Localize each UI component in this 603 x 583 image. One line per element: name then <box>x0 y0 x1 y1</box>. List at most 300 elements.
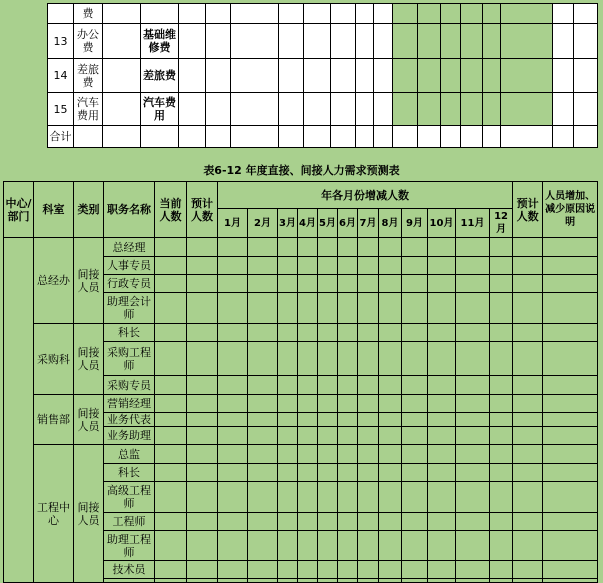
empty-cell[interactable] <box>318 482 338 513</box>
empty-cell[interactable] <box>248 413 278 427</box>
empty-cell[interactable] <box>103 126 141 148</box>
empty-cell[interactable] <box>248 257 278 275</box>
empty-cell[interactable] <box>278 376 298 395</box>
empty-cell[interactable] <box>338 482 358 513</box>
empty-cell[interactable] <box>248 376 278 395</box>
position-cell[interactable]: 助理会计师 <box>104 293 155 324</box>
section-cell[interactable]: 工程中心 <box>34 445 74 583</box>
empty-cell[interactable] <box>318 445 338 464</box>
empty-cell[interactable] <box>513 513 543 531</box>
empty-cell[interactable] <box>206 126 231 148</box>
empty-cell[interactable] <box>318 513 338 531</box>
empty-cell[interactable] <box>279 4 304 24</box>
empty-cell[interactable] <box>248 464 278 482</box>
empty-cell[interactable] <box>278 275 298 293</box>
empty-cell[interactable] <box>418 4 441 24</box>
empty-cell[interactable] <box>298 531 318 561</box>
empty-cell[interactable] <box>304 24 331 59</box>
empty-cell[interactable] <box>441 4 461 24</box>
empty-cell[interactable] <box>278 561 298 579</box>
section-cell[interactable]: 采购科 <box>34 324 74 395</box>
empty-cell[interactable] <box>358 513 379 531</box>
empty-cell[interactable] <box>318 293 338 324</box>
empty-cell[interactable] <box>543 464 598 482</box>
empty-cell[interactable] <box>428 324 456 342</box>
empty-cell[interactable] <box>187 275 218 293</box>
category-cell[interactable]: 间接人员 <box>74 324 104 395</box>
month-header[interactable]: 6月 <box>338 209 358 238</box>
empty-cell[interactable] <box>358 464 379 482</box>
empty-cell[interactable] <box>490 413 513 427</box>
position-cell[interactable]: 采购工程师 <box>104 342 155 376</box>
empty-cell[interactable] <box>298 238 318 257</box>
empty-cell[interactable] <box>278 427 298 445</box>
empty-cell[interactable] <box>428 531 456 561</box>
empty-cell[interactable] <box>483 126 501 148</box>
position-cell[interactable]: 科长 <box>104 324 155 342</box>
empty-cell[interactable] <box>179 59 206 93</box>
empty-cell[interactable] <box>155 464 187 482</box>
empty-cell[interactable] <box>187 376 218 395</box>
empty-cell[interactable] <box>490 376 513 395</box>
empty-cell[interactable] <box>428 513 456 531</box>
empty-cell[interactable] <box>338 324 358 342</box>
empty-cell[interactable] <box>248 324 278 342</box>
header-category[interactable]: 类别 <box>74 182 104 238</box>
empty-cell[interactable] <box>358 395 379 413</box>
empty-cell[interactable] <box>574 59 598 93</box>
empty-cell[interactable] <box>418 59 441 93</box>
empty-cell[interactable] <box>402 482 428 513</box>
empty-cell[interactable] <box>304 4 331 24</box>
empty-cell[interactable] <box>456 342 490 376</box>
empty-cell[interactable] <box>543 513 598 531</box>
empty-cell[interactable] <box>278 445 298 464</box>
empty-cell[interactable] <box>428 445 456 464</box>
empty-cell[interactable] <box>428 561 456 579</box>
empty-cell[interactable] <box>231 93 279 126</box>
empty-cell[interactable] <box>356 59 374 93</box>
empty-cell[interactable] <box>428 257 456 275</box>
empty-cell[interactable] <box>574 4 598 24</box>
header-section[interactable]: 科室 <box>34 182 74 238</box>
empty-cell[interactable] <box>248 275 278 293</box>
header-expected-count[interactable]: 预计人数 <box>187 182 218 238</box>
empty-cell[interactable] <box>318 395 338 413</box>
empty-cell[interactable] <box>490 427 513 445</box>
month-header[interactable]: 7月 <box>358 209 379 238</box>
empty-cell[interactable] <box>218 275 248 293</box>
empty-cell[interactable] <box>179 24 206 59</box>
empty-cell[interactable] <box>543 324 598 342</box>
empty-cell[interactable] <box>298 324 318 342</box>
empty-cell[interactable] <box>248 561 278 579</box>
empty-cell[interactable] <box>155 342 187 376</box>
empty-cell[interactable] <box>513 293 543 324</box>
empty-cell[interactable] <box>248 238 278 257</box>
position-cell[interactable]: 总监 <box>104 445 155 464</box>
empty-cell[interactable] <box>318 376 338 395</box>
empty-cell[interactable] <box>318 427 338 445</box>
empty-cell[interactable] <box>218 464 248 482</box>
empty-cell[interactable] <box>278 238 298 257</box>
month-header[interactable]: 3月 <box>278 209 298 238</box>
empty-cell[interactable] <box>187 293 218 324</box>
empty-cell[interactable] <box>543 445 598 464</box>
empty-cell[interactable] <box>218 395 248 413</box>
empty-cell[interactable] <box>338 395 358 413</box>
empty-cell[interactable] <box>428 395 456 413</box>
empty-cell[interactable] <box>393 93 418 126</box>
empty-cell[interactable] <box>513 376 543 395</box>
empty-cell[interactable] <box>206 4 231 24</box>
empty-cell[interactable] <box>218 513 248 531</box>
empty-cell[interactable] <box>318 561 338 579</box>
empty-cell[interactable] <box>374 59 393 93</box>
empty-cell[interactable] <box>155 413 187 427</box>
empty-cell[interactable] <box>338 376 358 395</box>
center-department-cell[interactable] <box>4 238 34 583</box>
month-header[interactable]: 8月 <box>379 209 402 238</box>
empty-cell[interactable] <box>402 513 428 531</box>
month-header[interactable]: 1月 <box>218 209 248 238</box>
empty-cell[interactable] <box>298 445 318 464</box>
empty-cell[interactable] <box>379 513 402 531</box>
empty-cell[interactable] <box>428 427 456 445</box>
empty-cell[interactable] <box>490 482 513 513</box>
empty-cell[interactable] <box>553 126 574 148</box>
empty-cell[interactable] <box>278 293 298 324</box>
empty-cell[interactable] <box>456 531 490 561</box>
empty-cell[interactable] <box>402 342 428 376</box>
empty-cell[interactable] <box>513 561 543 579</box>
empty-cell[interactable] <box>248 342 278 376</box>
empty-cell[interactable] <box>187 427 218 445</box>
empty-cell[interactable] <box>543 376 598 395</box>
empty-cell[interactable] <box>231 24 279 59</box>
empty-cell[interactable] <box>379 413 402 427</box>
empty-cell[interactable] <box>428 464 456 482</box>
empty-cell[interactable] <box>402 324 428 342</box>
empty-cell[interactable] <box>461 59 483 93</box>
empty-cell[interactable] <box>278 324 298 342</box>
empty-cell[interactable] <box>356 126 374 148</box>
empty-cell[interactable] <box>298 342 318 376</box>
empty-cell[interactable] <box>356 4 374 24</box>
empty-cell[interactable] <box>358 342 379 376</box>
empty-cell[interactable] <box>103 59 141 93</box>
empty-cell[interactable] <box>103 24 141 59</box>
item-name-cell[interactable]: 差旅费 <box>74 59 103 93</box>
empty-cell[interactable] <box>490 513 513 531</box>
empty-cell[interactable] <box>331 93 356 126</box>
empty-cell[interactable] <box>553 4 574 24</box>
empty-cell[interactable] <box>379 531 402 561</box>
empty-cell[interactable] <box>501 93 553 126</box>
empty-cell[interactable] <box>155 275 187 293</box>
empty-cell[interactable] <box>513 445 543 464</box>
empty-cell[interactable] <box>304 59 331 93</box>
item-name-cell[interactable]: 汽车费用 <box>74 93 103 126</box>
empty-cell[interactable] <box>155 513 187 531</box>
empty-cell[interactable] <box>155 293 187 324</box>
empty-cell[interactable] <box>456 293 490 324</box>
empty-cell[interactable] <box>441 93 461 126</box>
header-position[interactable]: 职务名称 <box>104 182 155 238</box>
month-header[interactable]: 10月 <box>428 209 456 238</box>
empty-cell[interactable] <box>231 4 279 24</box>
empty-cell[interactable] <box>553 24 574 59</box>
empty-cell[interactable] <box>298 257 318 275</box>
row-number-cell[interactable]: 15 <box>48 93 74 126</box>
item-name-cell[interactable]: 办公费 <box>74 24 103 59</box>
empty-cell[interactable] <box>304 126 331 148</box>
month-header[interactable]: 12月 <box>490 209 513 238</box>
empty-cell[interactable] <box>513 464 543 482</box>
sub-item-cell[interactable] <box>141 126 179 148</box>
empty-cell[interactable] <box>379 376 402 395</box>
empty-cell[interactable] <box>543 427 598 445</box>
empty-cell[interactable] <box>574 24 598 59</box>
empty-cell[interactable] <box>483 4 501 24</box>
empty-cell[interactable] <box>155 531 187 561</box>
empty-cell[interactable] <box>543 531 598 561</box>
empty-cell[interactable] <box>379 482 402 513</box>
empty-cell[interactable] <box>379 445 402 464</box>
empty-cell[interactable] <box>428 413 456 427</box>
empty-cell[interactable] <box>402 531 428 561</box>
empty-cell[interactable] <box>456 427 490 445</box>
position-cell[interactable]: 业务代表 <box>104 413 155 427</box>
empty-cell[interactable] <box>187 324 218 342</box>
empty-cell[interactable] <box>358 413 379 427</box>
empty-cell[interactable] <box>279 93 304 126</box>
empty-cell[interactable] <box>187 238 218 257</box>
empty-cell[interactable] <box>428 376 456 395</box>
empty-cell[interactable] <box>298 482 318 513</box>
empty-cell[interactable] <box>218 561 248 579</box>
empty-cell[interactable] <box>441 126 461 148</box>
empty-cell[interactable] <box>218 324 248 342</box>
empty-cell[interactable] <box>279 59 304 93</box>
item-name-cell[interactable] <box>74 126 103 148</box>
empty-cell[interactable] <box>543 395 598 413</box>
empty-cell[interactable] <box>379 342 402 376</box>
empty-cell[interactable] <box>374 24 393 59</box>
empty-cell[interactable] <box>298 293 318 324</box>
empty-cell[interactable] <box>490 342 513 376</box>
empty-cell[interactable] <box>358 293 379 324</box>
empty-cell[interactable] <box>418 126 441 148</box>
empty-cell[interactable] <box>206 24 231 59</box>
row-number-cell[interactable]: 13 <box>48 24 74 59</box>
empty-cell[interactable] <box>490 445 513 464</box>
empty-cell[interactable] <box>155 324 187 342</box>
empty-cell[interactable] <box>206 59 231 93</box>
empty-cell[interactable] <box>379 464 402 482</box>
empty-cell[interactable] <box>298 561 318 579</box>
empty-cell[interactable] <box>428 238 456 257</box>
position-cell[interactable]: 科长 <box>104 464 155 482</box>
empty-cell[interactable] <box>231 59 279 93</box>
category-cell[interactable]: 间接人员 <box>74 395 104 445</box>
empty-cell[interactable] <box>155 257 187 275</box>
empty-cell[interactable] <box>513 238 543 257</box>
empty-cell[interactable] <box>513 342 543 376</box>
empty-cell[interactable] <box>279 24 304 59</box>
empty-cell[interactable] <box>456 561 490 579</box>
empty-cell[interactable] <box>318 275 338 293</box>
empty-cell[interactable] <box>461 93 483 126</box>
empty-cell[interactable] <box>358 531 379 561</box>
empty-cell[interactable] <box>338 427 358 445</box>
empty-cell[interactable] <box>318 342 338 376</box>
sub-item-cell[interactable]: 汽车费用 <box>141 93 179 126</box>
empty-cell[interactable] <box>155 238 187 257</box>
empty-cell[interactable] <box>218 293 248 324</box>
empty-cell[interactable] <box>298 513 318 531</box>
sub-item-cell[interactable] <box>141 4 179 24</box>
empty-cell[interactable] <box>456 513 490 531</box>
empty-cell[interactable] <box>428 293 456 324</box>
empty-cell[interactable] <box>155 445 187 464</box>
total-label-cell[interactable]: 合计 <box>48 126 74 148</box>
empty-cell[interactable] <box>513 324 543 342</box>
empty-cell[interactable] <box>206 93 231 126</box>
empty-cell[interactable] <box>318 464 338 482</box>
item-name-cell[interactable]: 费 <box>74 4 103 24</box>
section-cell[interactable]: 总经办 <box>34 238 74 324</box>
empty-cell[interactable] <box>456 275 490 293</box>
position-cell[interactable]: 行政专员 <box>104 275 155 293</box>
empty-cell[interactable] <box>187 464 218 482</box>
empty-cell[interactable] <box>187 395 218 413</box>
empty-cell[interactable] <box>490 531 513 561</box>
empty-cell[interactable] <box>402 257 428 275</box>
empty-cell[interactable] <box>248 531 278 561</box>
empty-cell[interactable] <box>338 531 358 561</box>
empty-cell[interactable] <box>298 395 318 413</box>
empty-cell[interactable] <box>187 482 218 513</box>
empty-cell[interactable] <box>461 4 483 24</box>
empty-cell[interactable] <box>218 531 248 561</box>
empty-cell[interactable] <box>379 324 402 342</box>
empty-cell[interactable] <box>543 238 598 257</box>
empty-cell[interactable] <box>103 4 141 24</box>
empty-cell[interactable] <box>393 59 418 93</box>
empty-cell[interactable] <box>379 395 402 413</box>
empty-cell[interactable] <box>483 59 501 93</box>
empty-cell[interactable] <box>318 324 338 342</box>
position-cell[interactable]: 高级工程师 <box>104 482 155 513</box>
empty-cell[interactable] <box>456 464 490 482</box>
empty-cell[interactable] <box>374 4 393 24</box>
empty-cell[interactable] <box>501 4 553 24</box>
empty-cell[interactable] <box>379 293 402 324</box>
empty-cell[interactable] <box>402 293 428 324</box>
header-reason[interactable]: 人员增加、减少原因说明 <box>543 182 598 238</box>
empty-cell[interactable] <box>441 59 461 93</box>
empty-cell[interactable] <box>513 427 543 445</box>
month-header[interactable]: 11月 <box>456 209 490 238</box>
empty-cell[interactable] <box>187 257 218 275</box>
empty-cell[interactable] <box>513 531 543 561</box>
empty-cell[interactable] <box>179 93 206 126</box>
empty-cell[interactable] <box>483 93 501 126</box>
empty-cell[interactable] <box>543 275 598 293</box>
empty-cell[interactable] <box>543 257 598 275</box>
empty-cell[interactable] <box>441 24 461 59</box>
empty-cell[interactable] <box>331 24 356 59</box>
row-number-cell[interactable]: 14 <box>48 59 74 93</box>
empty-cell[interactable] <box>358 376 379 395</box>
empty-cell[interactable] <box>248 445 278 464</box>
empty-cell[interactable] <box>278 482 298 513</box>
empty-cell[interactable] <box>179 4 206 24</box>
empty-cell[interactable] <box>543 482 598 513</box>
empty-cell[interactable] <box>155 427 187 445</box>
empty-cell[interactable] <box>187 561 218 579</box>
empty-cell[interactable] <box>218 482 248 513</box>
empty-cell[interactable] <box>402 445 428 464</box>
empty-cell[interactable] <box>331 126 356 148</box>
category-cell[interactable]: 间接人员 <box>74 238 104 324</box>
empty-cell[interactable] <box>338 464 358 482</box>
month-header[interactable]: 2月 <box>248 209 278 238</box>
empty-cell[interactable] <box>338 257 358 275</box>
empty-cell[interactable] <box>402 413 428 427</box>
empty-cell[interactable] <box>304 93 331 126</box>
month-header[interactable]: 5月 <box>318 209 338 238</box>
sub-item-cell[interactable]: 差旅费 <box>141 59 179 93</box>
empty-cell[interactable] <box>218 376 248 395</box>
empty-cell[interactable] <box>298 427 318 445</box>
empty-cell[interactable] <box>402 376 428 395</box>
position-cell[interactable]: 采购专员 <box>104 376 155 395</box>
empty-cell[interactable] <box>393 4 418 24</box>
empty-cell[interactable] <box>574 126 598 148</box>
empty-cell[interactable] <box>278 342 298 376</box>
empty-cell[interactable] <box>218 445 248 464</box>
empty-cell[interactable] <box>318 238 338 257</box>
header-expected-count-2[interactable]: 预计人数 <box>513 182 543 238</box>
empty-cell[interactable] <box>155 395 187 413</box>
empty-cell[interactable] <box>218 238 248 257</box>
empty-cell[interactable] <box>318 413 338 427</box>
empty-cell[interactable] <box>490 293 513 324</box>
empty-cell[interactable] <box>248 293 278 324</box>
empty-cell[interactable] <box>456 376 490 395</box>
empty-cell[interactable] <box>513 413 543 427</box>
empty-cell[interactable] <box>490 395 513 413</box>
position-cell[interactable]: 工程师 <box>104 513 155 531</box>
empty-cell[interactable] <box>338 445 358 464</box>
empty-cell[interactable] <box>248 513 278 531</box>
empty-cell[interactable] <box>331 4 356 24</box>
row-number-cell[interactable] <box>48 4 74 24</box>
empty-cell[interactable] <box>513 257 543 275</box>
header-monthly-change[interactable]: 年各月份增减人数 <box>218 182 513 209</box>
position-cell[interactable]: 技术员 <box>104 561 155 579</box>
empty-cell[interactable] <box>483 24 501 59</box>
position-cell[interactable]: 业务助理 <box>104 427 155 445</box>
empty-cell[interactable] <box>379 238 402 257</box>
empty-cell[interactable] <box>393 24 418 59</box>
empty-cell[interactable] <box>374 126 393 148</box>
empty-cell[interactable] <box>358 275 379 293</box>
empty-cell[interactable] <box>456 257 490 275</box>
empty-cell[interactable] <box>543 293 598 324</box>
